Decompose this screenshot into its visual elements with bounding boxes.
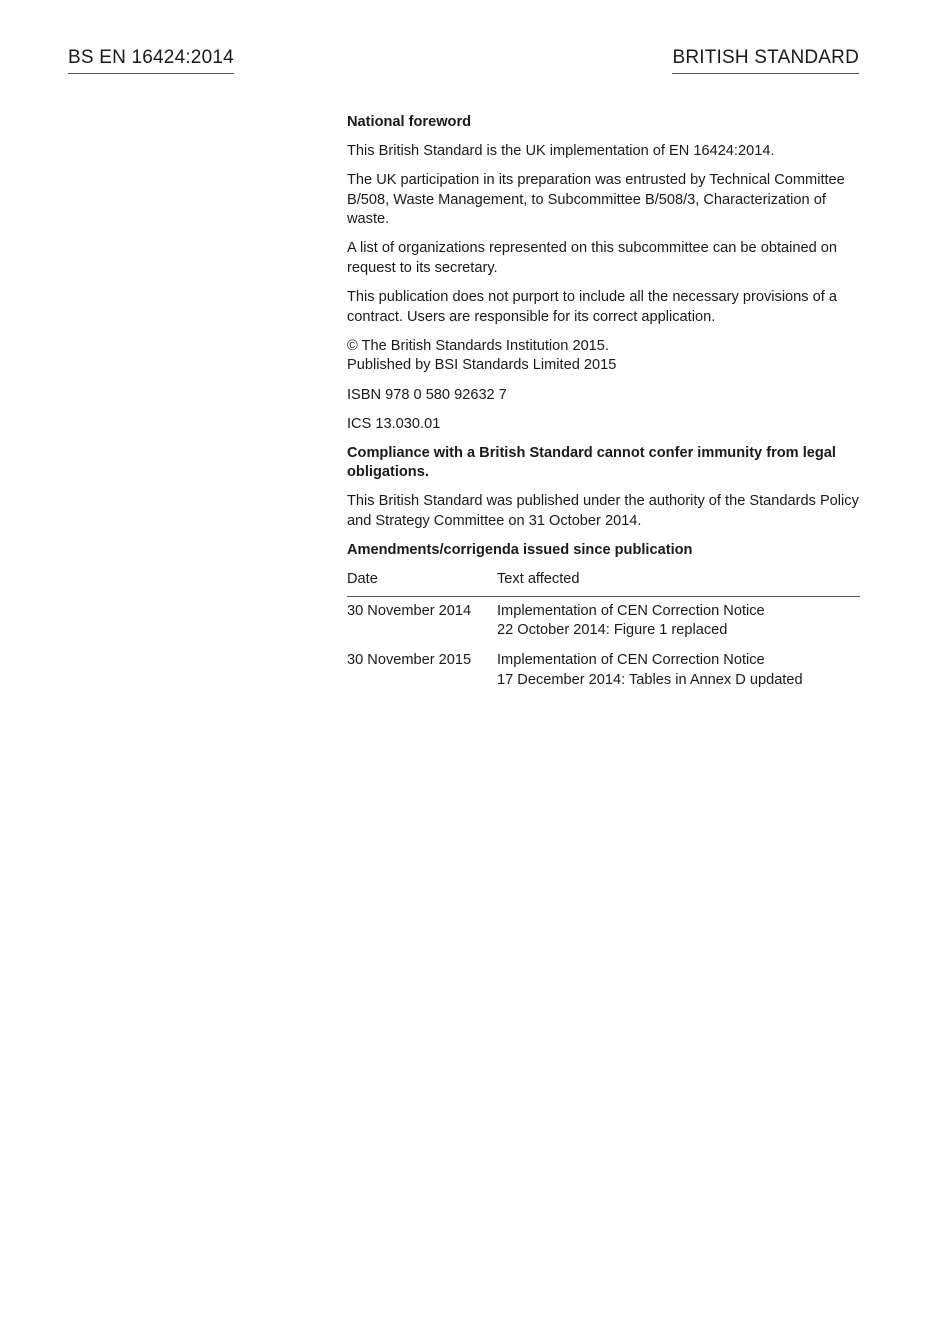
compliance-notice: Compliance with a British Standard cannot confer immunity from legal obligations. — [347, 444, 836, 481]
national-foreword-section — [347, 113, 860, 700]
column-header-date: Date — [347, 570, 497, 596]
isbn: ISBN 978 0 580 92632 7 — [347, 386, 507, 403]
amendment-text: Implementation of CEN Correction Notice 17 December 2014: Tables in Annex D updated — [497, 651, 803, 688]
ics-code: ICS 13.030.01 — [347, 415, 441, 432]
amendments-table — [347, 570, 860, 700]
amendment-date: 30 November 2015 — [347, 651, 472, 668]
amendment-date: 30 November 2014 — [347, 602, 472, 619]
table-row — [347, 596, 860, 651]
foreword-paragraph: This publication does not purport to include all the necessary provisions of a contract. Users are responsible for its correct application. — [347, 289, 837, 325]
foreword-title: National foreword — [347, 114, 472, 130]
column-header-text-affected: Text affected — [497, 570, 860, 596]
foreword-paragraph: A list of organizations represented on this subcommittee can be obtained on request to its secretary. — [347, 240, 838, 277]
document-code: BS EN 16424:2014 — [68, 46, 234, 74]
amendment-text: Implementation of CEN Correction Notice 22 October 2014: Figure 1 replaced — [497, 602, 765, 639]
authority-statement: This British Standard was published under the authority of the Standards Policy and Strategy Committee on 31 October 2014. — [347, 493, 859, 529]
table-header-row — [347, 570, 860, 596]
amendments-title: Amendments/corrigenda issued since publication — [347, 542, 693, 559]
standard-label: BRITISH STANDARD — [672, 46, 859, 74]
foreword-paragraph: This British Standard is the UK implementation of EN 16424:2014. — [347, 143, 775, 160]
table-row — [347, 651, 860, 700]
copyright-notice: © The British Standards Institution 2015. Published by BSI Standards Limited 2015 — [347, 337, 617, 374]
foreword-paragraph: The UK participation in its preparation was entrusted by Technical Committee B/508, Waste Management, to Subcommittee B/508/3, Characterization of waste. — [347, 172, 845, 228]
